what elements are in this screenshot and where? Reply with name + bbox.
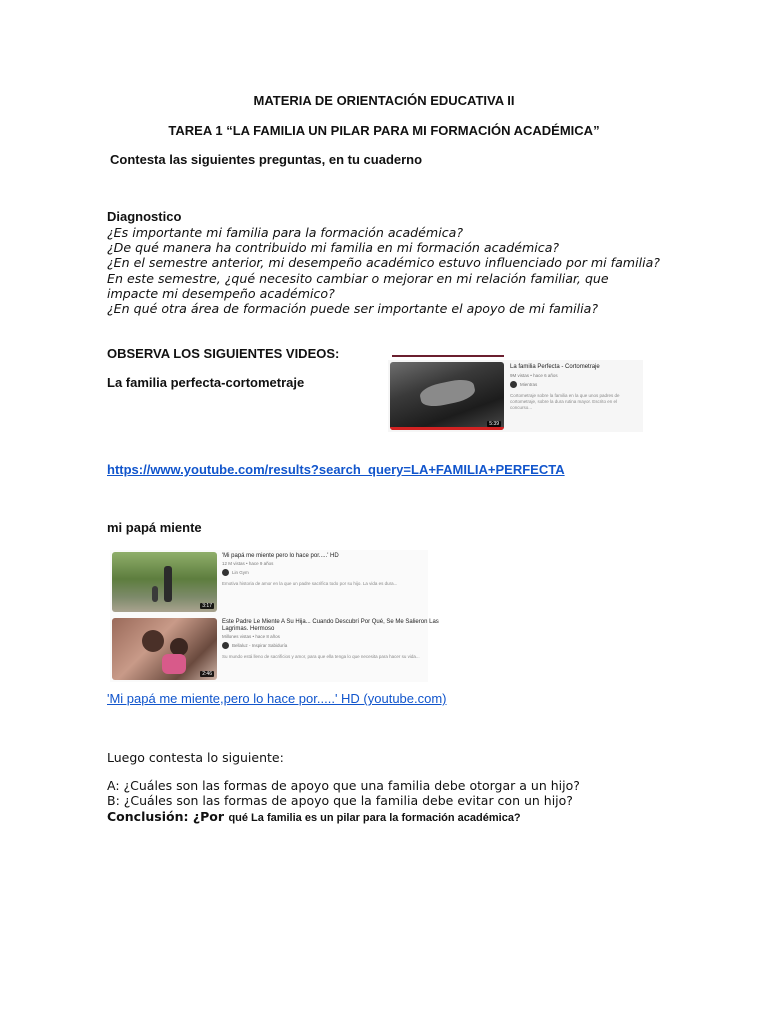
figure-shape [418,377,476,410]
videos-heading: OBSERVA LOS SIGUIENTES VIDEOS: [107,346,340,361]
question-3: ¿En el semestre anterior, mi desempeño académico estuvo influenciado por mi familia? [107,255,660,271]
conclusion [107,808,521,826]
youtube-result-2[interactable] [110,550,428,614]
video-title[interactable]: La familia Perfecta - Cortometraje [510,364,600,370]
figure-shape [142,630,164,652]
video-thumbnail[interactable] [390,362,504,430]
question-4-cont: impacte mi desempeño académico? [107,285,335,301]
channel-name[interactable]: Bellaluz - Inspirar Sabiduría [232,643,288,648]
conclusion-text: qué La familia es un pilar para la formación académica? [228,812,521,824]
video-title-cont[interactable]: Lagrimas. Hermoso [222,626,275,632]
youtube-result-3[interactable] [110,616,439,682]
question-5: ¿En qué otra área de formación puede ser importante el apoyo de mi familia? [107,301,599,317]
conclusion-label: Conclusión: ¿Por [107,809,224,824]
duration-badge: 2:46 [202,671,212,677]
question-1: ¿Es importante mi familia para la formación académica? [107,225,464,240]
video1-label: La familia perfecta-cortometraje [107,375,305,390]
duration-badge: 5:39 [489,421,499,427]
video-title[interactable]: Este Padre Le Miente A Su Hija... Cuando Descubrí Por Qué, Se Me Salieron Las [222,619,439,625]
video1-link[interactable]: https://www.youtube.com/results?search_query=LA+FAMILIA+PERFECTA [107,462,565,477]
diagnostic-questions [107,225,727,316]
accent-bar [392,355,504,357]
followup-text: Luego contesta lo siguiente: [107,750,284,765]
youtube-result-1[interactable] [388,360,643,432]
progress-bar [390,427,504,430]
video-description: Su mundo está lleno de sacrificios y amor, para que ella tenga lo que necesita para hacer su vida... [222,654,420,659]
document-title: MATERIA DE ORIENTACIÓN EDUCATIVA II [253,93,515,108]
channel-avatar[interactable] [222,569,229,576]
video-meta: 12 M vistas • hace 9 años [222,561,274,566]
channel-name[interactable]: Mientras [520,382,538,387]
video-description: Emotiva historia de amor en la que un padre sacrifica todo por su hijo. La vida es dura... [222,581,398,586]
youtube-results-2 [110,550,439,682]
channel-name[interactable]: Lin Gym [232,570,249,575]
video2-link[interactable]: 'Mi papá me miente,pero lo hace por.....' HD (youtube.com) [107,691,447,706]
figure-shape [162,654,186,674]
video-meta: 9M vistas • hace 6 años [510,373,558,378]
instruction: Contesta las siguientes preguntas, en tu cuaderno [110,152,423,167]
video-thumbnail[interactable] [112,552,217,612]
question-2: ¿De qué manera ha contribuido mi familia en mi formación académica? [107,240,560,256]
video2-label: mi papá miente [107,520,202,535]
video-title[interactable]: 'Mi papá me miente pero lo hace por.....' HD [222,553,339,559]
video-thumbnail[interactable] [112,618,217,680]
question-a: A: ¿Cuáles son las formas de apoyo que una familia debe otorgar a un hijo? [107,778,580,793]
figure-shape [152,586,158,602]
channel-avatar[interactable] [222,642,229,649]
figure-shape [164,566,172,602]
diagnostic-heading: Diagnostico [107,209,182,224]
assignment-subtitle: TAREA 1 “LA FAMILIA UN PILAR PARA MI FORMACIÓN ACADÉMICA” [168,123,600,138]
channel-avatar[interactable] [510,381,517,388]
video-description: Cortometraje sobre la familia en la que unos padres de cortometraje, sobre la dura rutina mayor. Escrito en el concurso... [510,393,620,410]
question-b: B: ¿Cuáles son las formas de apoyo que la familia debe evitar con un hijo? [107,793,573,808]
question-4: En este semestre, ¿qué necesito cambiar o mejorar en mi relación familiar, que [107,270,609,286]
video-meta: Millones vistas • hace 8 años [222,634,280,639]
duration-badge: 3:17 [202,603,212,609]
